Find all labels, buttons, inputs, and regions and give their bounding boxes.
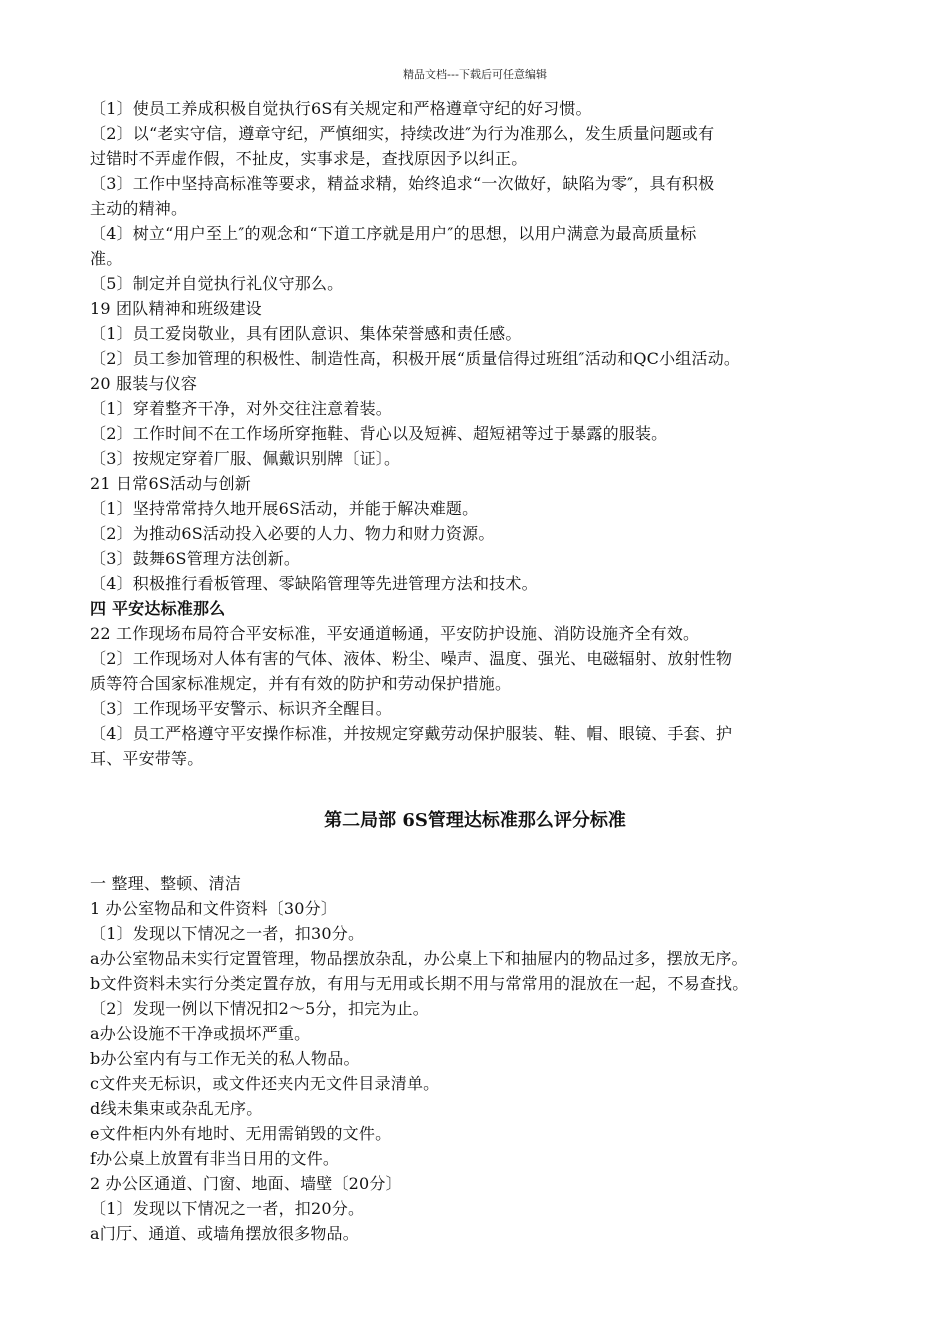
text-line: f办公桌上放置有非当日用的文件。 [90,1149,340,1168]
text-line: 〔1〕发现以下情况之一者，扣30分。 [90,924,365,943]
text-line: 主动的精神。 [90,199,188,218]
text-line: 1 办公室物品和文件资料〔30分〕 [90,899,338,918]
text-line: 〔2〕发现一例以下情况扣2～5分，扣完为止。 [90,999,429,1018]
text-line: b办公室内有与工作无关的私人物品。 [90,1049,360,1068]
text-line: 〔2〕工作现场对人体有害的气体、液体、粉尘、噪声、温度、强光、电磁辐射、放射性物 [90,649,733,668]
text-line: 〔1〕发现以下情况之一者，扣20分。 [90,1199,365,1218]
text-line: d线未集束或杂乱无序。 [90,1099,263,1118]
text-line: 〔3〕鼓舞6S管理方法创新。 [90,549,301,568]
text-line: 过错时不弄虚作假，不扯皮，实事求是，查找原因予以纠正。 [90,149,528,168]
text-line: 〔3〕按规定穿着厂服、佩戴识别牌〔证〕。 [90,449,401,468]
text-line: 质等符合国家标准规定，并有有效的防护和劳动保护措施。 [90,674,512,693]
text-line: a门厅、通道、或墙角摆放很多物品。 [90,1224,359,1243]
text-line: 〔2〕员工参加管理的积极性、制造性高，积极开展“质量信得过班组″活动和QC小组活动。 [90,349,741,368]
text-line: 21 日常6S活动与创新 [90,474,251,493]
text-line: 〔4〕树立“用户至上″的观念和“下道工序就是用户″的思想，以用户满意为最高质量标 [90,224,697,243]
text-line: 一 整理、整顿、清洁 [90,874,242,893]
text-line: 〔3〕工作中坚持高标准等要求，精益求精，始终追求“一次做好，缺陷为零″，具有积极 [90,174,715,193]
text-line: 〔3〕工作现场平安警示、标识齐全醒目。 [90,699,392,718]
section-heading: 四 平安达标准那么 [90,599,226,618]
text-line: e文件柜内外有地时、无用需销毁的文件。 [90,1124,392,1143]
text-line: c文件夹无标识，或文件还夹内无文件目录清单。 [90,1074,440,1093]
text-line: 22 工作现场布局符合平安标准，平安通道畅通，平安防护设施、消防设施齐全有效。 [90,624,700,643]
text-line: 19 团队精神和班级建设 [90,299,262,318]
text-line: 2 办公区通道、门窗、地面、墙壁〔20分〕 [90,1174,402,1193]
text-line: 〔1〕员工爱岗敬业，具有团队意识、集体荣誉感和责任感。 [90,324,522,343]
text-line: 〔1〕坚持常常持久地开展6S活动，并能于解决难题。 [90,499,479,518]
text-line: 〔1〕穿着整齐干净，对外交往注意着装。 [90,399,392,418]
text-line: 20 服装与仪容 [90,374,198,393]
text-line: b文件资料未实行分类定置存放，有用与无用或长期不用与常常用的混放在一起，不易查找。 [90,974,749,993]
text-line: a办公设施不干净或损坏严重。 [90,1024,311,1043]
section-scoring [90,871,870,1246]
text-line: 〔1〕使员工养成积极自觉执行6S有关规定和严格遵章守纪的好习惯。 [90,99,592,118]
part-title: 第二局部 6S管理达标准那么评分标准 [324,810,626,831]
text-line: 〔5〕制定并自觉执行礼仪守那么。 [90,274,344,293]
text-line: 〔2〕为推动6S活动投入必要的人力、物力和财力资源。 [90,524,495,543]
text-line: 耳、平安带等。 [90,749,204,768]
text-line: 〔4〕员工严格遵守平安操作标准，并按规定穿戴劳动保护服装、鞋、帽、眼镜、手套、护 [90,724,733,743]
text-line: 〔4〕积极推行看板管理、零缺陷管理等先进管理方法和技术。 [90,574,538,593]
text-line: 〔2〕以“老实守信，遵章守纪，严慎细实，持续改进″为行为准那么，发生质量问题或有 [90,124,715,143]
page-header: 精品文档---下载后可任意编辑 [403,68,547,81]
text-line: 准。 [90,249,123,268]
section-rules [90,96,870,771]
text-line: a办公室物品未实行定置管理，物品摆放杂乱，办公桌上下和抽屉内的物品过多，摆放无序。 [90,949,748,968]
text-line: 〔2〕工作时间不在工作场所穿拖鞋、背心以及短裤、超短裙等过于暴露的服装。 [90,424,668,443]
